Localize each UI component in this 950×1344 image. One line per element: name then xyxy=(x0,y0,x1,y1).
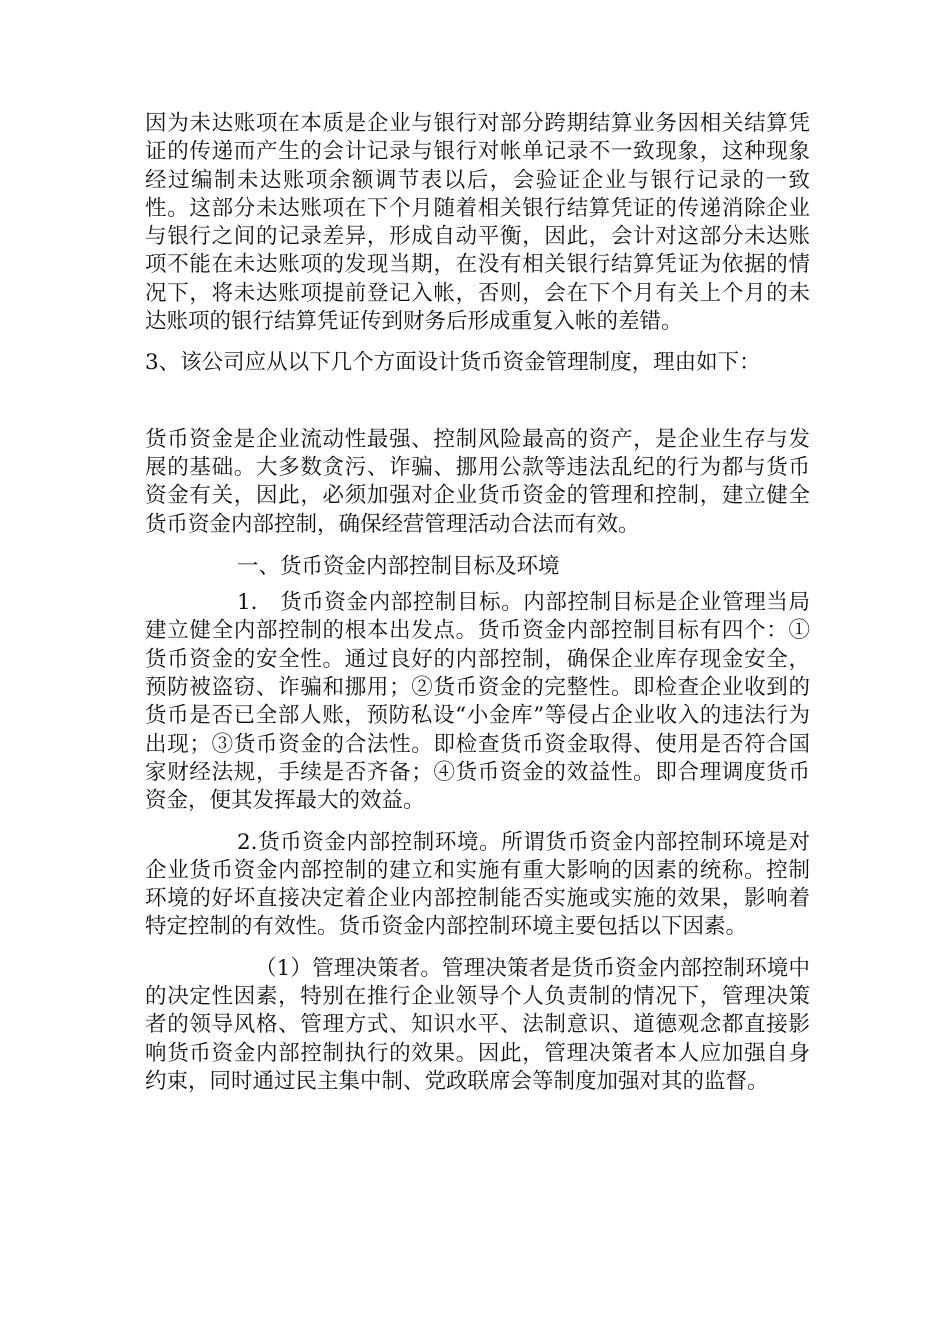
paragraph-unreconciled-items: 因为未达账项在本质是企业与银行对部分跨期结算业务因相关结算凭证的传递而产生的会计记录与银行对帐单记录不一致现象，这种现象经过编制未达账项余额调节表以后，会验证企业与银行记录的一致性。这部分未达账项在下个月随着相关银行结算凭证的传递消除企业与银行之间的记录差异，形成自动平衡，因此，会计对这部分未达账项不能在未达账项的发现当期，在没有相关银行结算凭证为依据的情况下，将未达账项提前登记入帐，否则，会在下个月有关上个月的未达账项的银行结算凭证传到财务后形成重复入帐的差错。 xyxy=(145,111,810,335)
paragraph-monetary-funds-intro: 货币资金是企业流动性最强、控制风险最高的资产，是企业生存与发展的基础。大多数贪污、诈骗、挪用公款等违法乱纪的行为都与货币资金有关，因此，必须加强对企业货币资金的管理和控制，建立健全货币资金内部控制，确保经营管理活动合法而有效。 xyxy=(145,426,810,537)
paragraph-section-3-intro: 3、该公司应从以下几个方面设计货币资金管理制度，理由如下： xyxy=(145,350,761,376)
paragraph-control-objectives: 1. 货币资金内部控制目标。内部控制目标是企业管理当局建立健全内部控制的根本出发点。货币资金内部控制目标有四个：①货币资金的安全性。通过良好的内部控制，确保企业库存现金安全，预防被盗窃、诈骗和挪用；②货币资金的完整性。即检查企业收到的货币是否已全部人账，预防私设“小金库”等侵占企业收入的违法行为出现；③货币资金的合法性。即检查货币资金取得、使用是否符合国家财经法规，手续是否齐备；④货币资金的效益性。即合理调度货币资金，便其发挥最大的效益。 xyxy=(145,590,810,814)
document-body xyxy=(145,110,810,1096)
paragraph-control-environment: 2.货币资金内部控制环境。所谓货币资金内部控制环境是对企业货币资金内部控制的建立和实施有重大影响的因素的统称。控制环境的好坏直接决定着企业内部控制能否实施或实施的效果，影响着特定控制的有效性。货币资金内部控制环境主要包括以下因素。 xyxy=(145,829,810,940)
paragraph-management-decision-makers: （1）管理决策者。管理决策者是货币资金内部控制环境中的决定性因素，特别在推行企业领导个人负责制的情况下，管理决策者的领导风格、管理方式、知识水平、法制意识、道德观念都直接影响货币资金内部控制执行的效果。因此，管理决策者本人应加强自身约束，同时通过民主集中制、党政联席会等制度加强对其的监督。 xyxy=(145,955,810,1094)
section-heading-control-objectives: 一、货币资金内部控制目标及环境 xyxy=(237,553,560,579)
